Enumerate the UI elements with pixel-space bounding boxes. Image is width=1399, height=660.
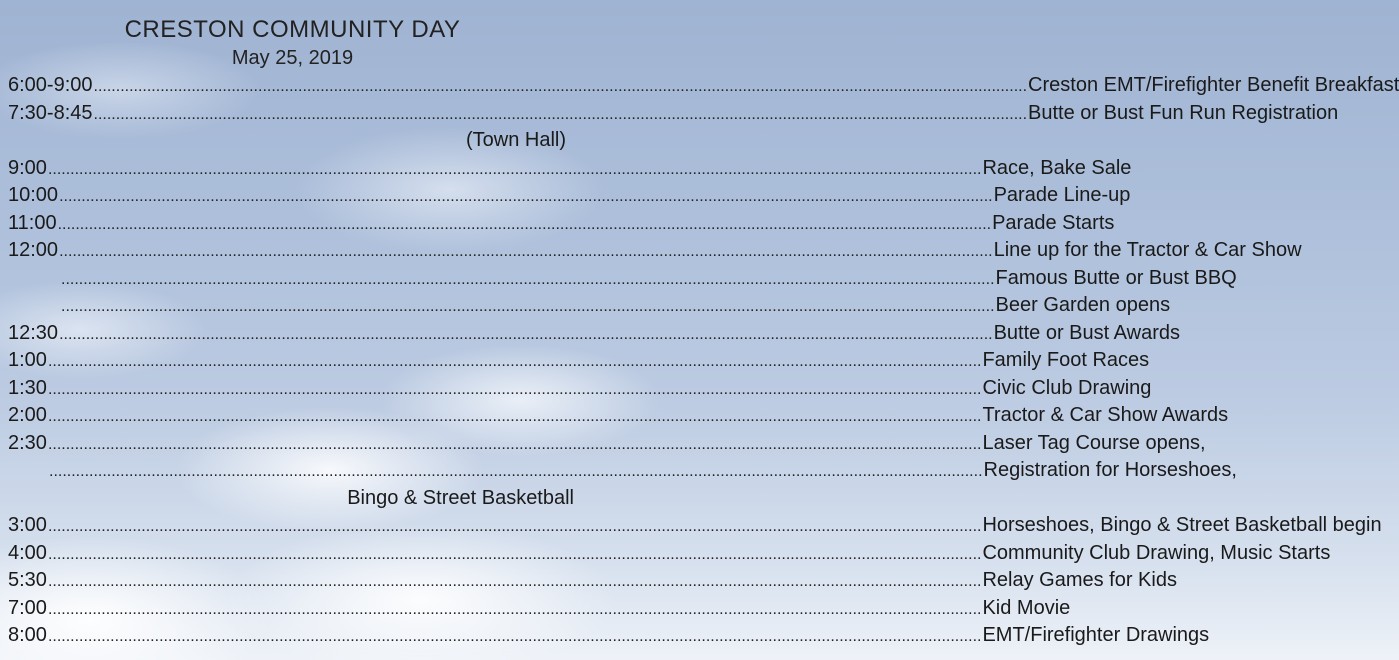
dot-leader: ..................................................................................................................................................................................................................: [49, 463, 983, 480]
schedule-time: 1:30: [8, 376, 47, 399]
flyer-date: May 25, 2019: [231, 47, 354, 69]
dot-leader: ..................................................................................................................................................................................................................: [47, 408, 982, 425]
dot-leader: ..................................................................................................................................................................................................................: [47, 518, 982, 535]
schedule-time: 9:00: [8, 156, 47, 179]
schedule-row: [8, 320, 1180, 348]
schedule-time: 8:00: [8, 624, 47, 646]
schedule-event: Laser Tag Course opens,: [982, 431, 1206, 454]
schedule-event: (Town Hall): [465, 129, 566, 151]
schedule-event: Bingo & Street Basketball: [347, 486, 574, 509]
schedule-row: [8, 622, 1210, 650]
schedule-row: [8, 100, 1339, 128]
schedule-row: [8, 457, 1237, 485]
schedule-time: 1:00: [8, 349, 47, 371]
schedule-time: 4:00: [8, 541, 47, 564]
schedule-time: 3:00: [8, 514, 47, 536]
schedule-list: [8, 72, 1399, 650]
dot-leader: ..................................................................................................................................................................................................................: [59, 243, 993, 260]
schedule-row: [8, 347, 1150, 375]
dot-leader: ..................................................................................................................................................................................................................: [93, 105, 1028, 123]
schedule-row: [8, 402, 1229, 430]
dot-leader: ..................................................................................................................................................................................................................: [47, 628, 982, 645]
schedule-time: 12:00: [8, 239, 59, 261]
dot-leader: ..................................................................................................................................................................................................................: [59, 188, 993, 205]
schedule-row: [8, 375, 1152, 403]
schedule-event: Relay Games for Kids: [982, 569, 1177, 591]
dot-leader: ..................................................................................................................................................................................................................: [93, 78, 1028, 95]
schedule-row: [8, 237, 1302, 265]
schedule-event: Famous Butte or Bust BBQ: [995, 266, 1237, 289]
dot-leader: ..................................................................................................................................................................................................................: [61, 298, 995, 315]
schedule-event: Parade Starts: [992, 211, 1115, 234]
schedule-time: 2:30: [8, 431, 47, 454]
schedule-row: [8, 512, 1382, 540]
dot-leader: ..................................................................................................................................................................................................................: [47, 573, 982, 590]
schedule-event: Butte or Bust Awards: [993, 321, 1180, 344]
schedule-time: 7:30-8:45: [8, 101, 93, 124]
schedule-event: Tractor & Car Show Awards: [982, 404, 1229, 426]
schedule-row: [8, 155, 1132, 183]
schedule-event: Line up for the Tractor & Car Show: [993, 239, 1302, 261]
dot-leader: ..................................................................................................................................................................................................................: [59, 325, 993, 343]
dot-leader: ..................................................................................................................................................................................................................: [47, 435, 982, 453]
schedule-row: [8, 292, 1171, 320]
dot-leader: ..................................................................................................................................................................................................................: [47, 545, 982, 563]
flyer-title: CRESTON COMMUNITY DAY: [124, 16, 461, 43]
schedule-event: Family Foot Races: [982, 349, 1150, 371]
schedule-row-continuation: [8, 485, 574, 513]
schedule-event: Civic Club Drawing: [982, 376, 1152, 399]
dot-leader: ..................................................................................................................................................................................................................: [47, 160, 982, 178]
schedule-event: Beer Garden opens: [995, 294, 1171, 316]
schedule-event: Butte or Bust Fun Run Registration: [1028, 101, 1339, 124]
schedule-time: 10:00: [8, 184, 59, 206]
schedule-event: Parade Line-up: [993, 184, 1131, 206]
dot-leader: ..................................................................................................................................................................................................................: [47, 600, 982, 618]
schedule-row-continuation: [8, 127, 574, 155]
schedule-row: [8, 567, 1177, 595]
schedule-event: EMT/Firefighter Drawings: [982, 624, 1210, 646]
schedule-time: 2:00: [8, 404, 47, 426]
dot-leader: ..................................................................................................................................................................................................................: [57, 215, 992, 233]
schedule-row: [8, 182, 1131, 210]
schedule-row: [8, 210, 1115, 238]
schedule-row: [8, 430, 1206, 458]
schedule-time: 6:00-9:00: [8, 74, 93, 96]
schedule-event: Community Club Drawing, Music Starts: [982, 541, 1331, 564]
schedule-time: 12:30: [8, 321, 59, 344]
schedule-time: 5:30: [8, 569, 47, 591]
schedule-event: Race, Bake Sale: [982, 156, 1132, 179]
schedule-time: 11:00: [8, 211, 57, 234]
schedule-row: [8, 540, 1331, 568]
dot-leader: ..................................................................................................................................................................................................................: [47, 353, 982, 370]
schedule-row: [8, 72, 1399, 100]
dot-leader: ..................................................................................................................................................................................................................: [61, 270, 995, 288]
schedule-event: Creston EMT/Firefighter Benefit Breakfast: [1028, 74, 1399, 96]
schedule-event: Registration for Horseshoes,: [983, 459, 1237, 481]
schedule-row: [8, 265, 1237, 293]
schedule-event: Horseshoes, Bingo & Street Basketball begin: [982, 514, 1382, 536]
schedule-time: 7:00: [8, 596, 47, 619]
schedule-event: Kid Movie: [982, 596, 1071, 619]
schedule-row: [8, 595, 1071, 623]
dot-leader: ..................................................................................................................................................................................................................: [47, 380, 982, 398]
